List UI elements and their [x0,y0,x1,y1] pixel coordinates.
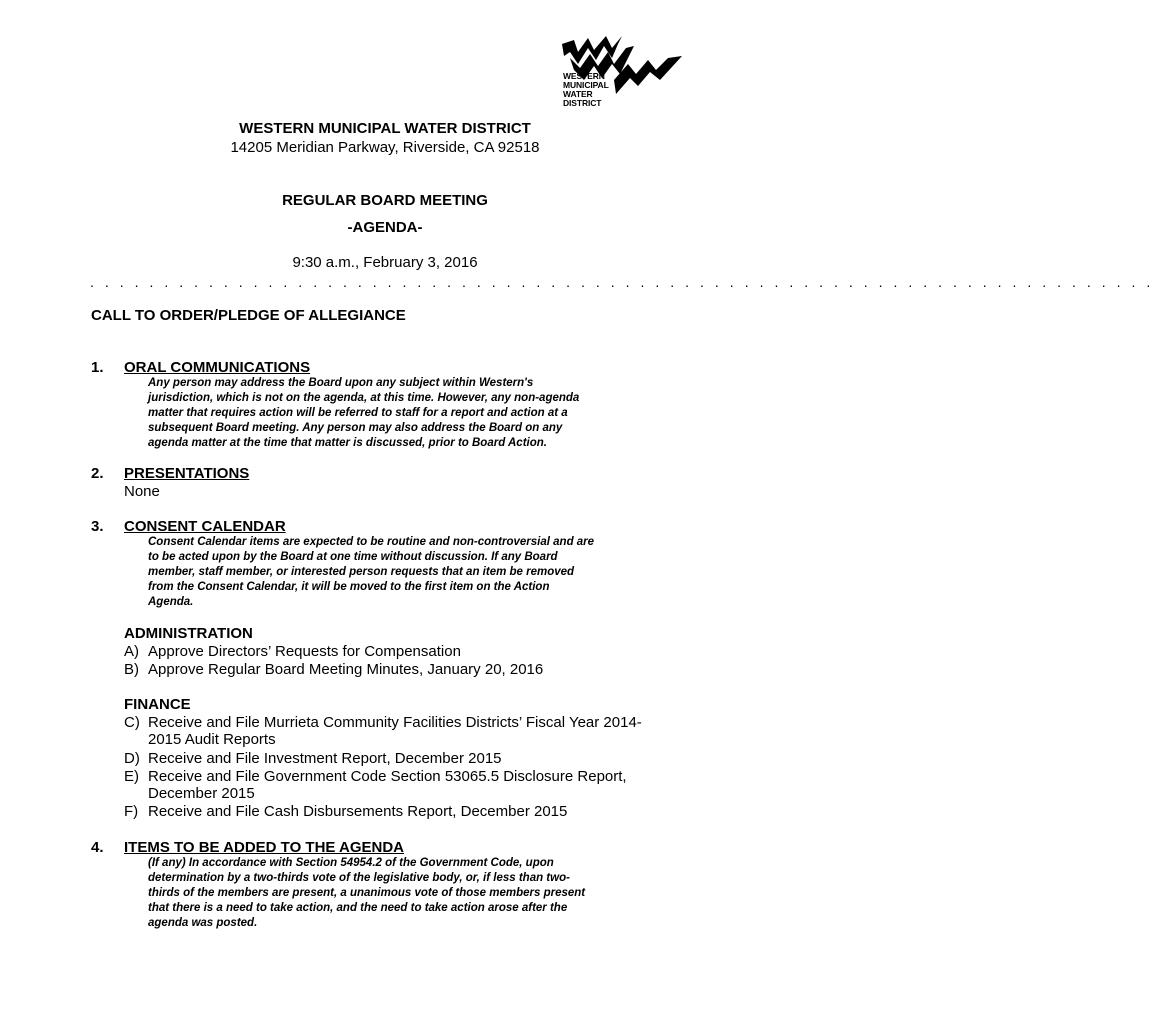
item-text: Approve Directors’ Requests for Compensation [148,643,461,660]
item-text: Receive and File Murrieta Community Facilities Districts’ Fiscal Year 2014- [148,714,642,731]
description-line: matter that requires action will be referred to staff for a report and action at a [148,407,568,419]
agenda-item [124,768,627,802]
description-line: Any person may address the Board upon any subject within Western's [148,377,534,389]
agenda-item [124,643,461,660]
description-line: that there is a need to take action, and the need to take action arose after the [148,902,568,914]
section-description [148,376,668,451]
description-line: member, staff member, or interested person requests that an item be removed [148,566,575,578]
section-number: 1. [91,359,104,376]
description-line: Agenda. [148,596,194,608]
section-description [148,856,668,931]
description-line: subsequent Board meeting. Any person may also address the Board on any [148,422,563,434]
logo-wordmark [563,72,609,108]
logo-line: WATER [563,89,593,99]
item-letter: D) [124,750,140,767]
item-text: Receive and File Cash Disbursements Report, December 2015 [148,803,568,820]
section-description [148,535,668,610]
description-line: thirds of the members are present, a unanimous vote of those members present [148,887,586,899]
description-line: Consent Calendar items are expected to be routine and non-controversial and are [148,536,595,548]
dotted-divider: . . . . . . . . . . . . . . . . . . . . . . . . . . . . . . . . . . . . . . . . . . . . . . . . . . . . . . . . . . . . . . . . . . . . . . . . [90,274,1154,290]
meeting-title: REGULAR BOARD MEETING [282,192,488,209]
description-line: from the Consent Calendar, it will be moved to the first item on the Action [148,581,550,593]
logo-line: MUNICIPAL [563,80,609,90]
item-letter: E) [124,768,139,785]
agenda-item [124,714,642,748]
description-line: (If any) In accordance with Section 54954.2 of the Government Code, upon [148,857,554,869]
agenda-label: -AGENDA- [347,219,423,236]
item-letter: A) [124,643,139,660]
description-line: agenda matter at the time that matter is discussed, prior to Board Action. [148,437,547,449]
item-text: Approve Regular Board Meeting Minutes, January 20, 2016 [148,661,544,678]
description-line: determination by a two-thirds vote of the legislative body, or, if less than two- [148,872,570,884]
description-line: to be acted upon by the Board at one time without discussion. If any Board [148,551,558,563]
agenda-item [124,661,543,678]
item-letter: C) [124,714,140,731]
item-text: Receive and File Investment Report, December 2015 [148,750,502,767]
agenda-item [124,803,567,820]
org-address: 14205 Meridian Parkway, Riverside, CA 92518 [230,139,540,156]
call-to-order-heading: CALL TO ORDER/PLEDGE OF ALLEGIANCE [91,307,406,324]
item-text: Receive and File Government Code Section 53065.5 Disclosure Report, [148,768,627,785]
logo-line: DISTRICT [563,98,602,108]
item-letter: F) [124,803,139,820]
meeting-datetime: 9:30 a.m., February 3, 2016 [292,254,478,271]
logo-line: WESTERN [563,71,605,81]
section-number: 4. [91,839,104,856]
org-name: WESTERN MUNICIPAL WATER DISTRICT [239,120,531,137]
section-title-consent-calendar: CONSENT CALENDAR [124,518,286,535]
finance-heading: FINANCE [124,696,191,713]
section-title-presentations: PRESENTATIONS [124,465,250,482]
administration-heading: ADMINISTRATION [124,625,253,642]
item-letter: B) [124,661,139,678]
agenda-item [124,750,502,767]
section-number: 3. [91,518,104,535]
section-title-oral-communications: ORAL COMMUNICATIONS [124,359,311,376]
item-text-continued: 2015 Audit Reports [148,731,276,748]
item-text-continued: December 2015 [148,785,255,802]
description-line: agenda was posted. [148,917,258,929]
description-line: jurisdiction, which is not on the agenda, at this time. However, any non-agenda [148,392,580,404]
section-number: 2. [91,465,104,482]
presentations-body: None [124,483,160,500]
section-title-items-added: ITEMS TO BE ADDED TO THE AGENDA [124,839,405,856]
